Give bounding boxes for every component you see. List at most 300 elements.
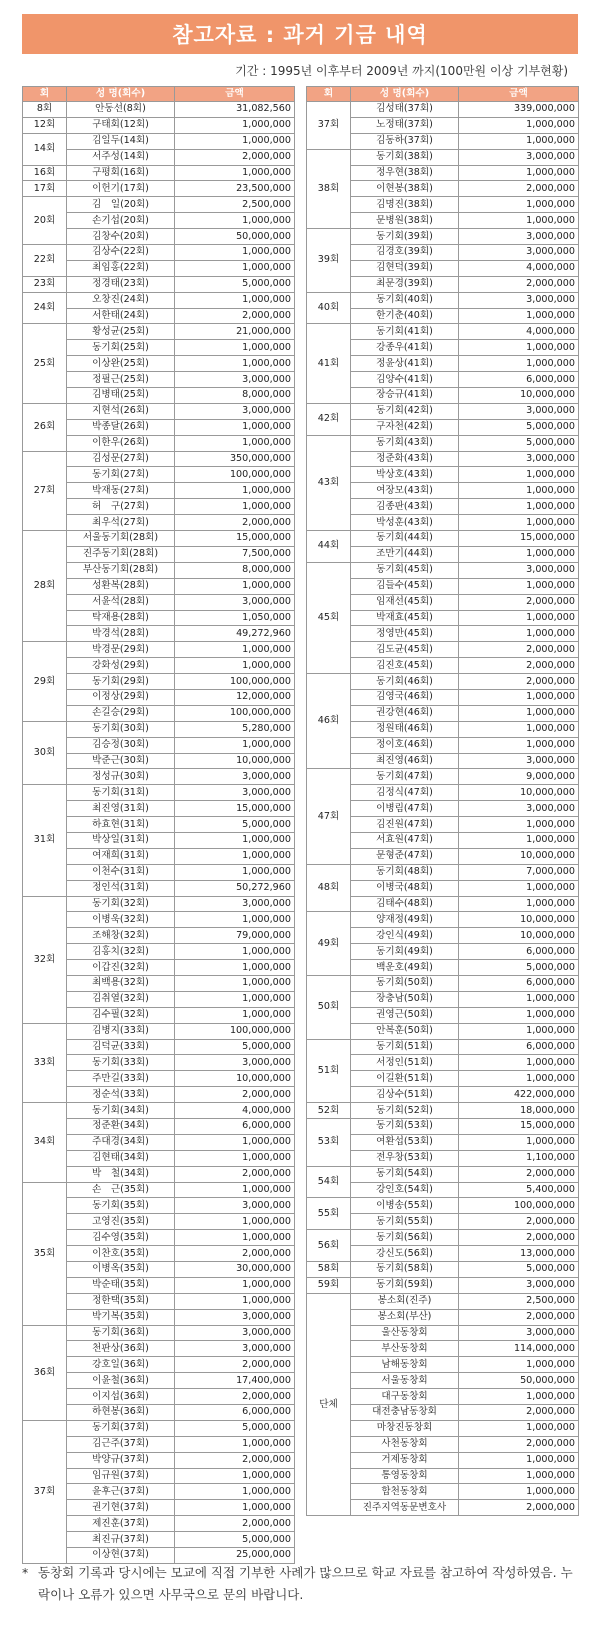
donor-name-cell: 이병옥(35회) (67, 1262, 175, 1278)
amount-cell: 1,000,000 (459, 689, 579, 705)
donor-name-cell: 김수필(32회) (67, 1007, 175, 1023)
donor-name-cell: 서울동기회(28회) (67, 531, 175, 547)
amount-cell: 3,000,000 (175, 1341, 295, 1357)
donor-name-cell: 김현태(34회) (67, 1150, 175, 1166)
amount-cell: 1,000,000 (459, 1468, 579, 1484)
donor-name-cell: 임재선(45회) (351, 594, 459, 610)
donor-name-cell: 동기회(36회) (67, 1325, 175, 1341)
donor-name-cell: 김현덕(39회) (351, 260, 459, 276)
amount-cell: 21,000,000 (175, 324, 295, 340)
donor-name-cell: 서한태(24회) (67, 308, 175, 324)
donor-name-cell: 강신도(56회) (351, 1246, 459, 1262)
donor-name-cell: 동기회(47회) (351, 769, 459, 785)
amount-cell: 1,000,000 (175, 960, 295, 976)
amount-cell: 1,000,000 (175, 1277, 295, 1293)
amount-cell: 1,000,000 (175, 642, 295, 658)
donor-name-cell: 박순태(35회) (67, 1277, 175, 1293)
donor-name-cell: 박재동(27회) (67, 483, 175, 499)
donor-name-cell: 주대경(34회) (67, 1134, 175, 1150)
amount-cell: 1,000,000 (175, 1468, 295, 1484)
table-row (23, 642, 295, 658)
header-amount: 금액 (175, 87, 295, 102)
donor-name-cell: 이병국(48회) (351, 880, 459, 896)
donor-name-cell: 최진영(31회) (67, 801, 175, 817)
class-cell: 33회 (23, 1023, 67, 1102)
amount-cell: 1,000,000 (175, 1293, 295, 1309)
donor-name-cell: 동기회(34회) (67, 1103, 175, 1119)
amount-cell: 3,000,000 (175, 1325, 295, 1341)
table-row (23, 896, 295, 912)
amount-cell: 49,272,960 (175, 626, 295, 642)
donor-name-cell: 동기회(39회) (351, 229, 459, 245)
donor-name-cell: 김정식(47회) (351, 785, 459, 801)
donor-name-cell: 이갑진(32회) (67, 960, 175, 976)
donor-name-cell: 박성훈(43회) (351, 515, 459, 531)
donation-table-right (306, 86, 579, 1516)
donor-name-cell: 권기현(37회) (67, 1500, 175, 1516)
amount-cell: 1,000,000 (175, 1500, 295, 1516)
amount-cell: 1,000,000 (459, 356, 579, 372)
amount-cell: 2,000,000 (459, 674, 579, 690)
table-row (307, 1230, 579, 1246)
table-row (23, 1023, 295, 1039)
class-cell: 36회 (23, 1325, 67, 1420)
donor-name-cell: 동기회(27회) (67, 467, 175, 483)
class-cell: 42회 (307, 403, 351, 435)
amount-cell: 100,000,000 (175, 1023, 295, 1039)
donation-table-left (22, 86, 295, 1564)
donor-name-cell: 김상수(22회) (67, 245, 175, 261)
amount-cell: 1,000,000 (175, 165, 295, 181)
amount-cell: 1,000,000 (175, 864, 295, 880)
donor-name-cell: 최문경(39회) (351, 276, 459, 292)
donor-name-cell: 정원태(46회) (351, 721, 459, 737)
amount-cell: 1,000,000 (459, 1389, 579, 1405)
donor-name-cell: 이찬호(35회) (67, 1246, 175, 1262)
amount-cell: 3,000,000 (175, 1198, 295, 1214)
amount-cell: 1,000,000 (459, 1484, 579, 1500)
donor-name-cell: 이정상(29회) (67, 689, 175, 705)
donor-name-cell: 이한우(26회) (67, 435, 175, 451)
amount-cell: 3,000,000 (459, 1325, 579, 1341)
amount-cell: 50,272,960 (175, 880, 295, 896)
donor-name-cell: 황성균(25회) (67, 324, 175, 340)
amount-cell: 5,000,000 (175, 817, 295, 833)
donor-name-cell: 김들수(45회) (351, 578, 459, 594)
donor-name-cell: 박기복(35회) (67, 1309, 175, 1325)
table-row (307, 674, 579, 690)
amount-cell: 2,000,000 (459, 1309, 579, 1325)
donor-name-cell: 이윤철(36회) (67, 1373, 175, 1389)
donor-name-cell: 이병림(47회) (351, 801, 459, 817)
amount-cell: 2,000,000 (459, 642, 579, 658)
donor-name-cell: 최우석(27회) (67, 515, 175, 531)
donor-name-cell: 탁재용(28회) (67, 610, 175, 626)
donor-name-cell: 김홍치(32회) (67, 944, 175, 960)
class-cell: 47회 (307, 769, 351, 864)
donor-name-cell: 여환섭(53회) (351, 1134, 459, 1150)
class-cell: 26회 (23, 403, 67, 451)
donor-name-cell: 김경호(39회) (351, 245, 459, 261)
donor-name-cell: 지현석(26회) (67, 403, 175, 419)
donor-name-cell: 허 구(27회) (67, 499, 175, 515)
amount-cell: 50,000,000 (459, 1373, 579, 1389)
amount-cell: 2,000,000 (175, 308, 295, 324)
donor-name-cell: 손길승(29회) (67, 705, 175, 721)
table-body-left (23, 102, 295, 1564)
class-cell: 51회 (307, 1039, 351, 1103)
amount-cell: 2,500,000 (175, 197, 295, 213)
donor-name-cell: 동기회(31회) (67, 785, 175, 801)
amount-cell: 1,000,000 (175, 848, 295, 864)
amount-cell: 7,000,000 (459, 864, 579, 880)
footnote-text: 동창회 기록과 당시에는 모교에 직접 기부한 사례가 많으므로 학교 자료를 참고하여 작성하였음. 누락이나 오류가 있으면 사무국으로 문의 바랍니다. (38, 1565, 573, 1602)
amount-cell: 2,000,000 (459, 1230, 579, 1246)
donor-name-cell: 문형준(47회) (351, 848, 459, 864)
class-cell: 23회 (23, 276, 67, 292)
donor-name-cell: 윤후근(37회) (67, 1484, 175, 1500)
amount-cell: 5,000,000 (175, 276, 295, 292)
amount-cell: 3,000,000 (175, 785, 295, 801)
period-subtitle: 기간 : 1995년 이후부터 2009년 까지(100만원 이상 기부현황) (235, 64, 568, 78)
table-row (307, 864, 579, 880)
amount-cell: 1,000,000 (175, 419, 295, 435)
donor-name-cell: 동기회(48회) (351, 864, 459, 880)
amount-cell: 1,000,000 (175, 245, 295, 261)
amount-cell: 2,000,000 (175, 1357, 295, 1373)
donor-name-cell: 최진규(37회) (67, 1532, 175, 1548)
amount-cell: 25,000,000 (175, 1548, 295, 1564)
amount-cell: 1,000,000 (459, 991, 579, 1007)
amount-cell: 1,000,000 (175, 356, 295, 372)
amount-cell: 1,000,000 (459, 610, 579, 626)
class-cell: 44회 (307, 531, 351, 563)
donor-name-cell: 서정인(51회) (351, 1055, 459, 1071)
donor-name-cell: 장충남(50회) (351, 991, 459, 1007)
class-cell: 43회 (307, 435, 351, 530)
amount-cell: 18,000,000 (459, 1103, 579, 1119)
table-row (23, 1325, 295, 1341)
amount-cell: 10,000,000 (459, 388, 579, 404)
amount-cell: 1,000,000 (459, 1420, 579, 1436)
table-row (307, 975, 579, 991)
table-row (23, 102, 295, 118)
amount-cell: 2,000,000 (459, 1166, 579, 1182)
amount-cell: 1,000,000 (175, 117, 295, 133)
amount-cell: 1,000,000 (459, 483, 579, 499)
donor-name-cell: 김창수(20회) (67, 229, 175, 245)
donor-name-cell: 남해동창회 (351, 1357, 459, 1373)
class-cell: 37회 (307, 102, 351, 150)
donor-name-cell: 거제동창회 (351, 1452, 459, 1468)
amount-cell: 1,000,000 (175, 832, 295, 848)
amount-cell: 2,000,000 (175, 149, 295, 165)
donor-name-cell: 서주성(14회) (67, 149, 175, 165)
donor-name-cell: 장승규(41회) (351, 388, 459, 404)
donor-name-cell: 김취열(32회) (67, 991, 175, 1007)
header-class: 회 (307, 87, 351, 102)
donor-name-cell: 강인식(49회) (351, 928, 459, 944)
table-row (307, 149, 579, 165)
donor-name-cell: 동기회(38회) (351, 149, 459, 165)
amount-cell: 1,050,000 (175, 610, 295, 626)
donor-name-cell: 김일두(14회) (67, 133, 175, 149)
amount-cell: 3,000,000 (459, 292, 579, 308)
amount-cell: 10,000,000 (459, 848, 579, 864)
amount-cell: 1,000,000 (459, 832, 579, 848)
donor-name-cell: 김명진(38회) (351, 197, 459, 213)
table-row (23, 276, 295, 292)
donor-name-cell: 김태수(48회) (351, 896, 459, 912)
amount-cell: 2,000,000 (175, 1389, 295, 1405)
amount-cell: 1,000,000 (175, 1134, 295, 1150)
class-cell: 29회 (23, 642, 67, 721)
donor-name-cell: 동기회(44회) (351, 531, 459, 547)
donor-name-cell: 강종우(41회) (351, 340, 459, 356)
class-cell: 55회 (307, 1198, 351, 1230)
amount-cell: 5,000,000 (459, 419, 579, 435)
class-cell: 39회 (307, 229, 351, 293)
donor-name-cell: 김성문(27회) (67, 451, 175, 467)
donor-name-cell: 임규원(37회) (67, 1468, 175, 1484)
donor-name-cell: 정한택(35회) (67, 1293, 175, 1309)
donor-name-cell: 주만길(33회) (67, 1071, 175, 1087)
amount-cell: 2,000,000 (459, 1500, 579, 1516)
amount-cell: 1,000,000 (459, 467, 579, 483)
donor-name-cell: 동기회(46회) (351, 674, 459, 690)
donor-name-cell: 울산동창회 (351, 1325, 459, 1341)
donor-name-cell: 최진영(46회) (351, 753, 459, 769)
donor-name-cell: 이병욱(32회) (67, 912, 175, 928)
table-row (23, 1182, 295, 1198)
amount-cell: 79,000,000 (175, 928, 295, 944)
donor-name-cell: 박 철(34회) (67, 1166, 175, 1182)
amount-cell: 9,000,000 (459, 769, 579, 785)
donor-name-cell: 김근주(37회) (67, 1436, 175, 1452)
donor-name-cell: 동기회(55회) (351, 1214, 459, 1230)
donor-name-cell: 동기회(41회) (351, 324, 459, 340)
donor-name-cell: 동기회(49회) (351, 944, 459, 960)
donor-name-cell: 권영근(50회) (351, 1007, 459, 1023)
donor-name-cell: 동기회(45회) (351, 562, 459, 578)
class-cell: 16회 (23, 165, 67, 181)
donor-name-cell: 김병지(33회) (67, 1023, 175, 1039)
amount-cell: 1,000,000 (175, 975, 295, 991)
donor-name-cell: 강호일(36회) (67, 1357, 175, 1373)
amount-cell: 2,000,000 (175, 1516, 295, 1532)
amount-cell: 6,000,000 (459, 944, 579, 960)
amount-cell: 1,000,000 (459, 1023, 579, 1039)
class-cell: 52회 (307, 1103, 351, 1119)
table-row (23, 531, 295, 547)
amount-cell: 1,000,000 (175, 1150, 295, 1166)
amount-cell: 1,000,000 (459, 213, 579, 229)
table-row (23, 451, 295, 467)
donor-name-cell: 김덕균(33회) (67, 1039, 175, 1055)
class-cell: 49회 (307, 912, 351, 976)
class-cell: 37회 (23, 1420, 67, 1563)
donor-name-cell: 동기회(35회) (67, 1198, 175, 1214)
class-cell: 17회 (23, 181, 67, 197)
amount-cell: 12,000,000 (175, 689, 295, 705)
table-row (23, 117, 295, 133)
class-cell: 34회 (23, 1103, 67, 1182)
donor-name-cell: 대구동창회 (351, 1389, 459, 1405)
amount-cell: 1,000,000 (175, 133, 295, 149)
table-row (307, 531, 579, 547)
amount-cell: 1,000,000 (175, 292, 295, 308)
class-cell: 32회 (23, 896, 67, 1023)
table-row (307, 1293, 579, 1309)
table-row (307, 324, 579, 340)
donor-name-cell: 마창진동창회 (351, 1420, 459, 1436)
amount-cell: 1,000,000 (175, 340, 295, 356)
amount-cell: 5,000,000 (459, 435, 579, 451)
donor-name-cell: 대전충남동창회 (351, 1405, 459, 1421)
table-body-right (307, 102, 579, 1516)
amount-cell: 5,000,000 (175, 1039, 295, 1055)
amount-cell: 1,000,000 (459, 546, 579, 562)
class-cell: 38회 (307, 149, 351, 228)
class-cell: 25회 (23, 324, 67, 403)
amount-cell: 1,000,000 (459, 1357, 579, 1373)
amount-cell: 2,000,000 (175, 1087, 295, 1103)
table-row (307, 1277, 579, 1293)
amount-cell: 2,500,000 (459, 1293, 579, 1309)
amount-cell: 1,000,000 (459, 515, 579, 531)
donor-name-cell: 통영동창회 (351, 1468, 459, 1484)
amount-cell: 3,000,000 (459, 403, 579, 419)
donor-name-cell: 양재정(49회) (351, 912, 459, 928)
amount-cell: 5,000,000 (175, 1532, 295, 1548)
donor-name-cell: 구자천(42회) (351, 419, 459, 435)
donor-name-cell: 진주지역동문변호사 (351, 1500, 459, 1516)
donor-name-cell: 이천수(31회) (67, 864, 175, 880)
header-amount: 금액 (459, 87, 579, 102)
donor-name-cell: 박재효(45회) (351, 610, 459, 626)
donor-name-cell: 성환복(28회) (67, 578, 175, 594)
donor-name-cell: 동기회(54회) (351, 1166, 459, 1182)
donor-name-cell: 구태회(12회) (67, 117, 175, 133)
donor-name-cell: 부산동기회(28회) (67, 562, 175, 578)
donor-name-cell: 문병원(38회) (351, 213, 459, 229)
amount-cell: 3,000,000 (459, 149, 579, 165)
amount-cell: 1,000,000 (459, 165, 579, 181)
donor-name-cell: 동기회(56회) (351, 1230, 459, 1246)
donor-name-cell: 김수영(35회) (67, 1230, 175, 1246)
amount-cell: 4,000,000 (459, 324, 579, 340)
amount-cell: 1,000,000 (459, 578, 579, 594)
donor-name-cell: 고영진(35회) (67, 1214, 175, 1230)
table-header-row (307, 87, 579, 102)
amount-cell: 10,000,000 (459, 928, 579, 944)
class-cell: 54회 (307, 1166, 351, 1198)
amount-cell: 15,000,000 (459, 1119, 579, 1135)
donor-name-cell: 서울동창회 (351, 1373, 459, 1389)
donor-name-cell: 오창진(24회) (67, 292, 175, 308)
donor-name-cell: 김성태(37회) (351, 102, 459, 118)
amount-cell: 1,000,000 (459, 499, 579, 515)
donor-name-cell: 하효현(31회) (67, 817, 175, 833)
donor-name-cell: 전우창(53회) (351, 1150, 459, 1166)
table-row (307, 1103, 579, 1119)
donor-name-cell: 동기회(30회) (67, 721, 175, 737)
donor-name-cell: 이헌기(17회) (67, 181, 175, 197)
table-row (23, 785, 295, 801)
amount-cell: 31,082,560 (175, 102, 295, 118)
donor-name-cell: 정성규(30회) (67, 769, 175, 785)
donor-name-cell: 동기회(40회) (351, 292, 459, 308)
donor-name-cell: 박양규(37회) (67, 1452, 175, 1468)
table-row (23, 197, 295, 213)
amount-cell: 1,000,000 (459, 340, 579, 356)
amount-cell: 2,000,000 (459, 276, 579, 292)
donor-name-cell: 봉소회(진주) (351, 1293, 459, 1309)
donor-name-cell: 서윤석(28회) (67, 594, 175, 610)
amount-cell: 100,000,000 (459, 1198, 579, 1214)
amount-cell: 5,280,000 (175, 721, 295, 737)
amount-cell: 1,000,000 (175, 912, 295, 928)
donor-name-cell: 김영국(46회) (351, 689, 459, 705)
amount-cell: 1,000,000 (175, 499, 295, 515)
amount-cell: 100,000,000 (175, 467, 295, 483)
donor-name-cell: 정필근(25회) (67, 372, 175, 388)
amount-cell: 1,000,000 (459, 1055, 579, 1071)
donor-name-cell: 정순석(33회) (67, 1087, 175, 1103)
donor-name-cell: 동기회(25회) (67, 340, 175, 356)
table-row (23, 133, 295, 149)
amount-cell: 422,000,000 (459, 1087, 579, 1103)
donor-name-cell: 여재희(31회) (67, 848, 175, 864)
table-row (23, 721, 295, 737)
donor-name-cell: 정우현(38회) (351, 165, 459, 181)
donor-name-cell: 이현봉(38회) (351, 181, 459, 197)
donor-name-cell: 손기섭(20회) (67, 213, 175, 229)
class-cell: 27회 (23, 451, 67, 530)
donor-name-cell: 이상완(25회) (67, 356, 175, 372)
amount-cell: 1,000,000 (175, 1214, 295, 1230)
donor-name-cell: 부산동창회 (351, 1341, 459, 1357)
donor-name-cell: 박종달(26회) (67, 419, 175, 435)
amount-cell: 1,000,000 (175, 944, 295, 960)
amount-cell: 1,000,000 (175, 1484, 295, 1500)
amount-cell: 2,000,000 (459, 594, 579, 610)
donor-name-cell: 김양수(41회) (351, 372, 459, 388)
amount-cell: 100,000,000 (175, 674, 295, 690)
amount-cell: 3,000,000 (175, 896, 295, 912)
donor-name-cell: 정이호(46회) (351, 737, 459, 753)
amount-cell: 2,000,000 (175, 515, 295, 531)
donor-name-cell: 진주동기회(28회) (67, 546, 175, 562)
donor-name-cell: 봉소회(부산) (351, 1309, 459, 1325)
donor-name-cell: 동기회(42회) (351, 403, 459, 419)
table-row (23, 245, 295, 261)
donor-name-cell: 동기회(37회) (67, 1420, 175, 1436)
table-row (307, 769, 579, 785)
donor-name-cell: 김도균(45회) (351, 642, 459, 658)
amount-cell: 1,000,000 (175, 658, 295, 674)
amount-cell: 3,000,000 (459, 1277, 579, 1293)
donor-name-cell: 최백용(32회) (67, 975, 175, 991)
amount-cell: 4,000,000 (175, 1103, 295, 1119)
header-name: 성 명(회수) (351, 87, 459, 102)
amount-cell: 1,000,000 (459, 117, 579, 133)
class-cell: 58회 (307, 1262, 351, 1278)
page-title: 참고자료 : 과거 기금 내역 (22, 14, 578, 54)
amount-cell: 1,000,000 (175, 435, 295, 451)
amount-cell: 2,000,000 (459, 1214, 579, 1230)
amount-cell: 3,000,000 (459, 753, 579, 769)
